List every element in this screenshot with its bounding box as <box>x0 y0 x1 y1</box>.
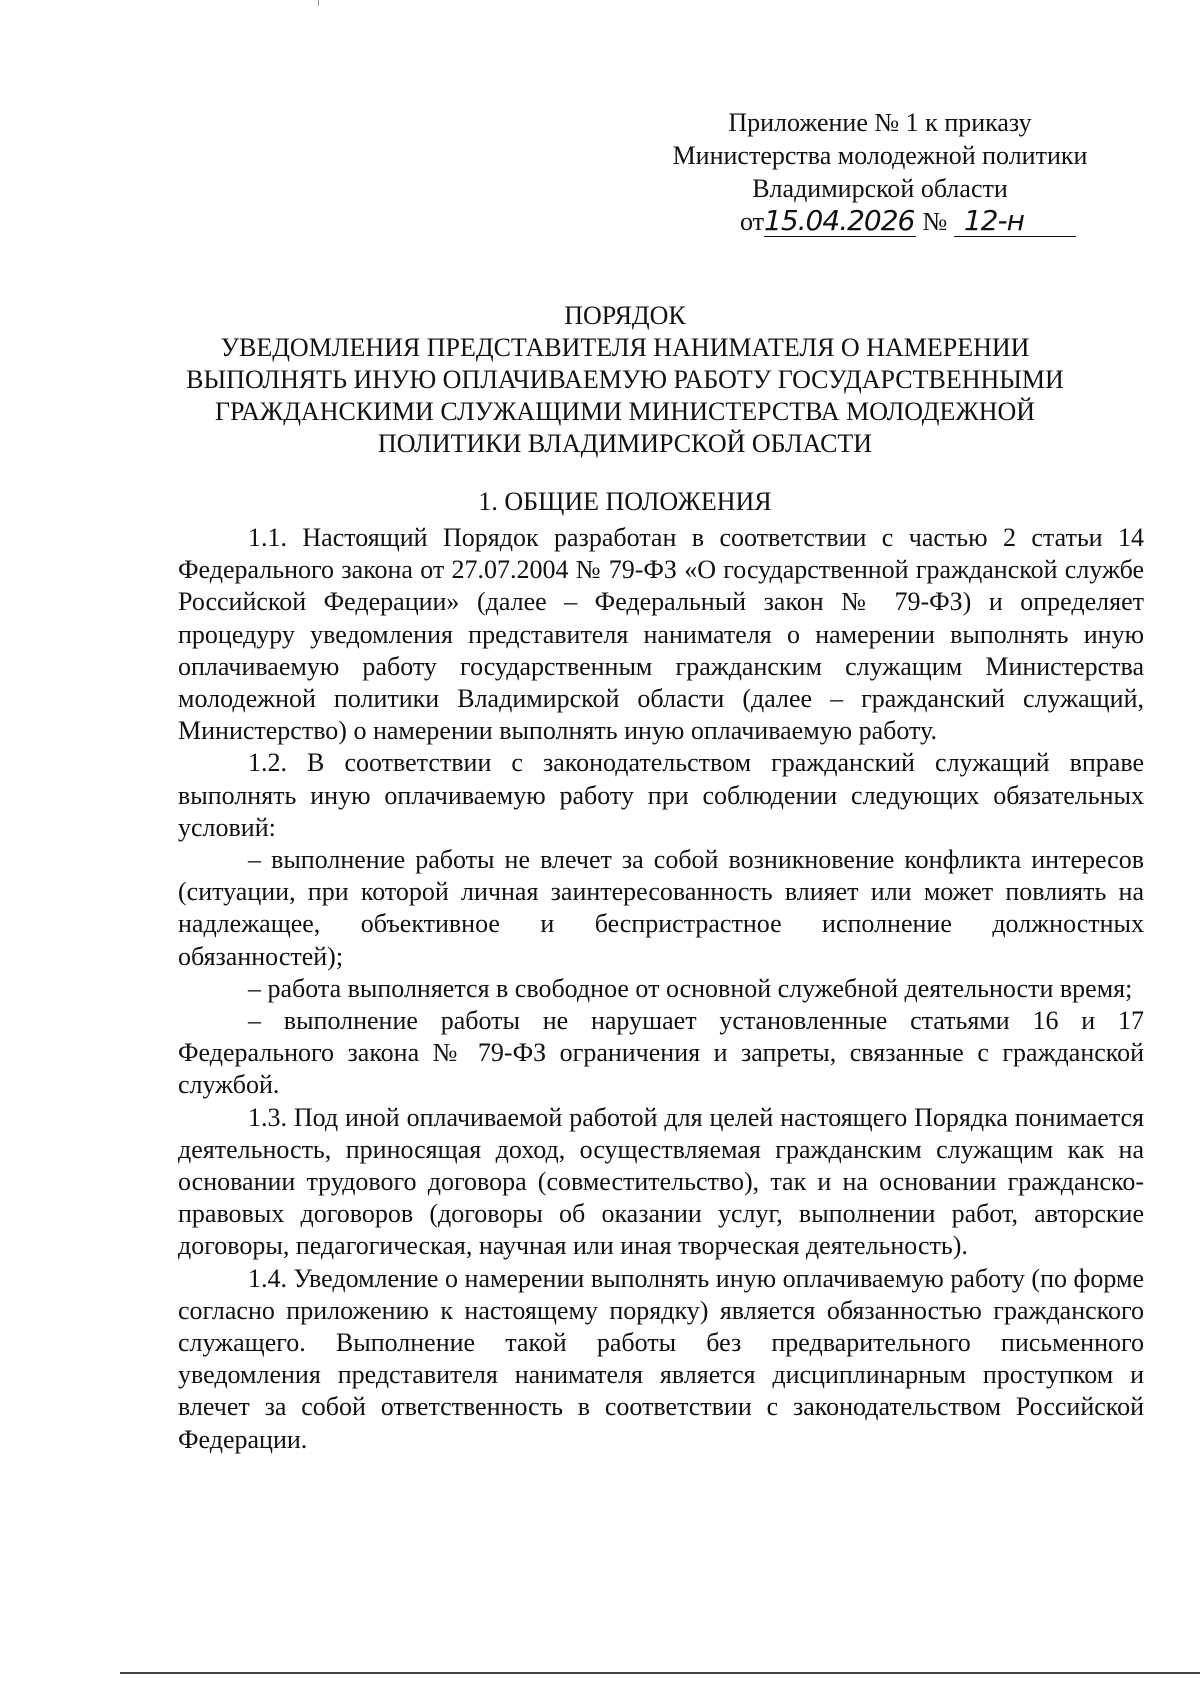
paragraph-1-4: 1.4. Уведомление о намерении выполнять иную оплачиваемую работу (по форме согласно приложению к настоящему порядку) является обязанностью гражданского служащего. Выполнение такой работы без предварительного письменного уведомления представителя нанимателя является дисциплинарным проступком и влечет за собой ответственность в соответствии с законодательством Российской Федерации. <box>178 1263 1144 1454</box>
appendix-date-line <box>620 205 1140 238</box>
number-prefix: № <box>922 207 948 236</box>
page-bottom-edge <box>120 1672 1200 1674</box>
scan-mark <box>318 0 319 6</box>
section-heading: 1. ОБЩИЕ ПОЛОЖЕНИЯ <box>478 487 772 516</box>
date-prefix: от <box>740 207 765 236</box>
title-line-5: ПОЛИТИКИ ВЛАДИМИРСКОЙ ОБЛАСТИ <box>377 429 873 458</box>
condition-item-1: – выполнение работы не влечет за собой возникновение конфликта интересов (ситуации, при которой личная заинтересованность влияет или может повлиять на надлежащее, объективное и беспристрастное исполнение должностных обязанностей); <box>178 845 1144 971</box>
appendix-line-3: Владимирской области <box>752 174 1008 203</box>
handwritten-number: 12-н <box>954 206 1076 237</box>
condition-item-2: – работа выполняется в свободное от основной служебной деятельности время; <box>248 973 1133 1003</box>
title-line-2: УВЕДОМЛЕНИЯ ПРЕДСТАВИТЕЛЯ НАНИМАТЕЛЯ О НАМЕРЕНИИ <box>220 333 1030 362</box>
appendix-line-1: Приложение № 1 к приказу <box>728 108 1032 137</box>
paragraph-1-3: 1.3. Под иной оплачиваемой работой для целей настоящего Порядка понимается деятельность, приносящая доход, осуществляемая гражданским служащим как на основании трудового договора (совместительство), так и на основании гражданско-правовых договоров (договоры об оказании услуг, выполнении работ, авторские договоры, педагогическая, научная или иная творческая деятельность). <box>178 1102 1144 1261</box>
document-title <box>170 300 1080 460</box>
title-line-4: ГРАЖДАНСКИМИ СЛУЖАЩИМИ МИНИСТЕРСТВА МОЛОДЕЖНОЙ <box>214 397 1036 426</box>
title-line-3: ВЫПОЛНЯТЬ ИНУЮ ОПЛАЧИВАЕМУЮ РАБОТУ ГОСУДАРСТВЕННЫМИ <box>186 365 1064 394</box>
paragraph-1-1: 1.1. Настоящий Порядок разработан в соответствии с частью 2 статьи 14 Федерального закона от 27.07.2004 № 79-ФЗ «О государственной гражданской службе Российской Федерации» (далее – Федеральный закон № 79-ФЗ) и определяет процедуру уведомления представителя нанимателя о намерении выполнять иную оплачиваемую работу государственным гражданским служащим Министерства молодежной политики Владимирской области (далее – гражданский служащий, Министерство) о намерении выполнять иную оплачиваемую работу. <box>178 523 1144 746</box>
section-body <box>178 522 1144 1456</box>
appendix-header <box>620 106 1140 238</box>
paragraph-1-2: 1.2. В соответствии с законодательством гражданский служащий вправе выполнять иную оплачиваемую работу при соблюдении следующих обязательных условий: <box>178 748 1144 842</box>
title-line-1: ПОРЯДОК <box>564 301 686 330</box>
handwritten-date: 15.04.2026 <box>764 204 915 237</box>
appendix-line-2: Министерства молодежной политики <box>672 141 1088 170</box>
condition-item-3: – выполнение работы не нарушает установленные статьями 16 и 17 Федерального закона № 79-ФЗ ограничения и запреты, связанные с гражданской службой. <box>178 1006 1144 1100</box>
